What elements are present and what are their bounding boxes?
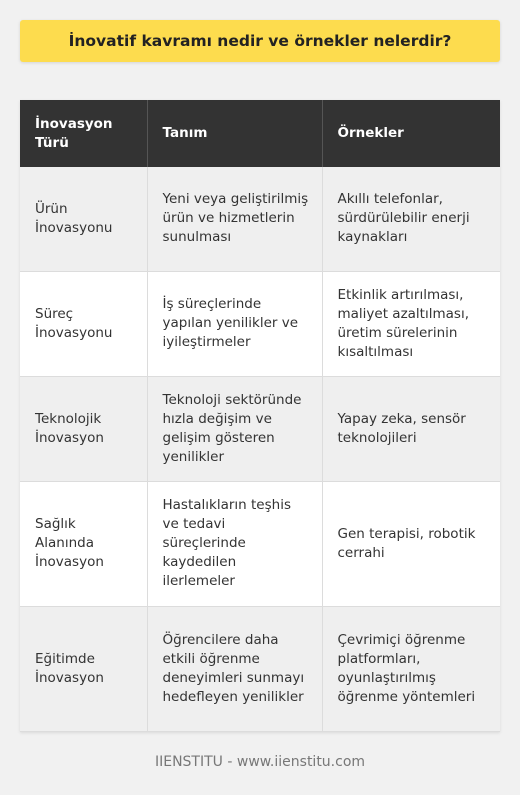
table-header-row (20, 100, 500, 167)
table-row (20, 606, 500, 731)
cell-definition: Teknoloji sektöründe hızla değişim ve gelişim gösteren yenilikler (147, 376, 322, 481)
cell-definition: Öğrencilere daha etkili öğrenme deneyimleri sunmayı hedefleyen yenilikler (147, 606, 322, 731)
cell-type: Teknolojik İnovasyon (20, 376, 147, 481)
table-row (20, 167, 500, 271)
cell-type: Ürün İnovasyonu (20, 167, 147, 271)
cell-type: Eğitimde İnovasyon (20, 606, 147, 731)
table-row (20, 271, 500, 376)
cell-type: Sağlık Alanında İnovasyon (20, 481, 147, 606)
cell-examples: Yapay zeka, sensör teknolojileri (322, 376, 500, 481)
column-header-examples: Örnekler (322, 100, 500, 167)
table-row (20, 481, 500, 606)
cell-definition: Yeni veya geliştirilmiş ürün ve hizmetlerin sunulması (147, 167, 322, 271)
column-header-definition: Tanım (147, 100, 322, 167)
cell-examples: Gen terapisi, robotik cerrahi (322, 481, 500, 606)
cell-examples: Etkinlik artırılması, maliyet azaltılması, üretim sürelerinin kısaltılması (322, 271, 500, 376)
title-banner (20, 20, 500, 62)
cell-definition: İş süreçlerinde yapılan yenilikler ve iyileştirmeler (147, 271, 322, 376)
column-header-type: İnovasyon Türü (20, 100, 147, 167)
innovation-table (20, 100, 500, 732)
page-title: İnovatif kavramı nedir ve örnekler nelerdir? (68, 32, 452, 50)
footer-credit: IIENSTITU - www.iienstitu.com (154, 754, 366, 770)
table-row (20, 376, 500, 481)
cell-definition: Hastalıkların teşhis ve tedavi süreçlerinde kaydedilen ilerlemeler (147, 481, 322, 606)
cell-type: Süreç İnovasyonu (20, 271, 147, 376)
cell-examples: Çevrimiçi öğrenme platformları, oyunlaştırılmış öğrenme yöntemleri (322, 606, 500, 731)
cell-examples: Akıllı telefonlar, sürdürülebilir enerji kaynakları (322, 167, 500, 271)
